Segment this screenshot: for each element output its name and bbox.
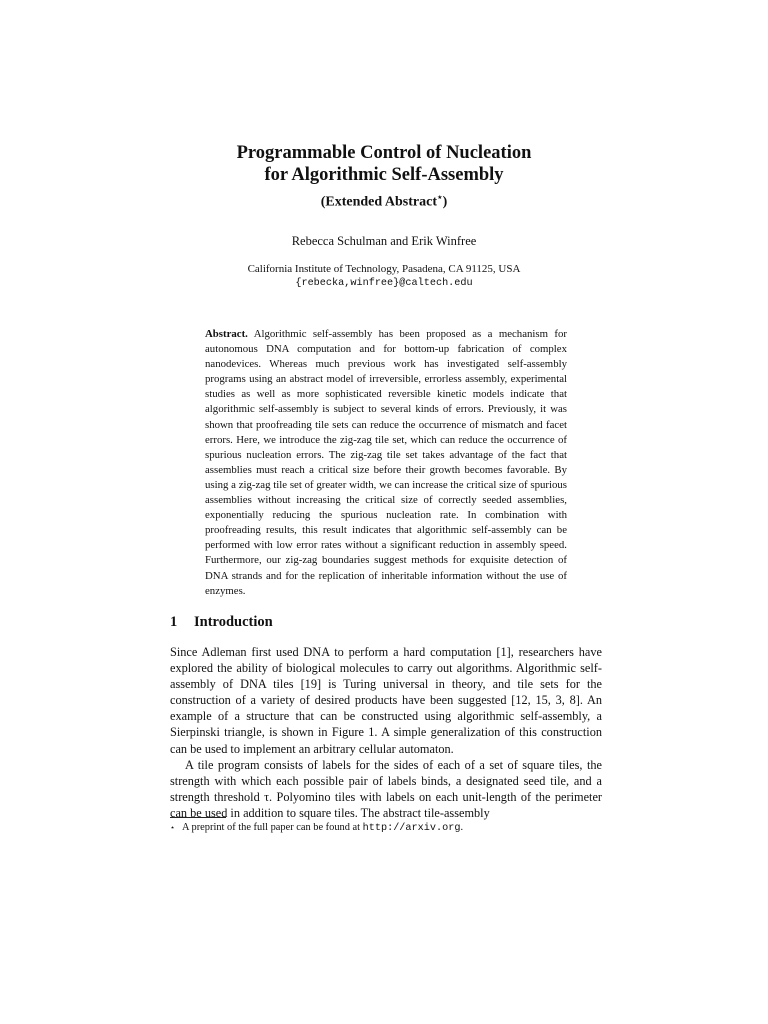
subtitle-text: (Extended Abstract bbox=[320, 194, 437, 210]
section-heading bbox=[170, 613, 273, 631]
title-line-2: for Algorithmic Self-Assembly bbox=[264, 165, 504, 185]
footnote bbox=[170, 821, 602, 835]
author-email: {rebecka,winfree}@caltech.edu bbox=[295, 277, 473, 289]
section-number: 1 bbox=[170, 614, 178, 630]
footnote-url[interactable]: http://arxiv.org bbox=[362, 823, 461, 834]
title-line-1: Programmable Control of Nucleation bbox=[236, 143, 532, 163]
footnote-text: A preprint of the full paper can be found at bbox=[182, 822, 363, 833]
abstract-block bbox=[205, 327, 567, 599]
subtitle-close: ) bbox=[442, 194, 448, 210]
paper-authors: Rebecca Schulman and Erik Winfree bbox=[291, 234, 477, 248]
author-affiliation bbox=[0, 262, 768, 291]
paper-title bbox=[0, 142, 768, 186]
footnote-end: . bbox=[460, 822, 464, 833]
paper-subtitle bbox=[0, 188, 768, 212]
section-body bbox=[170, 644, 602, 821]
body-paragraph: A tile program consists of labels for the sides of each of a set of square tiles, the strength with which each possible pair of labels binds, a designated seed tile, and a strength threshold τ. Polyomino tiles with labels on each unit-length of the perimeter can be used in addition to square tiles. The abstract tile-assembly bbox=[170, 757, 602, 820]
body-paragraph: Since Adleman first used DNA to perform a hard computation [1], researchers have explored the ability of biological molecules to carry out algorithms. Algorithmic self-assembly of DNA tiles [19] is Turing universal in theory, and tile sets for the construction of a variety of desired products have been suggested [12, 15, 3, 8]. An example of a structure that can be constructed using algorithmic self-assembly, a Sierpinski triangle, is shown in Figure 1. A simple generalization of this construction can be used to implement an arbitrary cellular automaton. bbox=[170, 645, 602, 756]
footnote-divider bbox=[170, 817, 226, 818]
section-title: Introduction bbox=[194, 614, 273, 630]
subtitle-footnote-mark: ⋆ bbox=[436, 192, 443, 202]
affiliation-line: California Institute of Technology, Pasadena, CA 91125, USA bbox=[247, 263, 521, 275]
abstract-text: Algorithmic self-assembly has been proposed as a mechanism for autonomous DNA computation and for bottom-up fabrication of complex nanodevices. Whereas much previous work has investigated self-assembly programs using an abstract model of irreversible, errorless assembly, experimental studies as well as more sophisticated reversible kinetic models indicate that algorithmic self-assembly is subject to several kinds of errors. Previously, it was shown that proofreading tile sets can reduce the occurrence of mismatch and facet errors. Here, we introduce the zig-zag tile set, which can reduce the occurrence of spurious nucleation errors. The zig-zag tile set takes advantage of the fact that assemblies must reach a critical size before their growth becomes favorable. By using a zig-zag tile set of greater width, we can increase the critical size of spurious assemblies without increasing the critical size of correctly seeded assemblies, exponentially reducing the spurious nucleation rate. In combination with proofreading results, this result indicates that algorithmic self-assembly can be performed with low error rates without a significant reduction in assembly speed. Furthermore, our zig-zag boundaries suggest methods for exquisite detection of DNA strands and for the replication of inheritable information without the use of enzymes. bbox=[205, 328, 567, 597]
abstract-label: Abstract. bbox=[205, 328, 248, 340]
footnote-mark: ⋆ bbox=[170, 823, 176, 832]
